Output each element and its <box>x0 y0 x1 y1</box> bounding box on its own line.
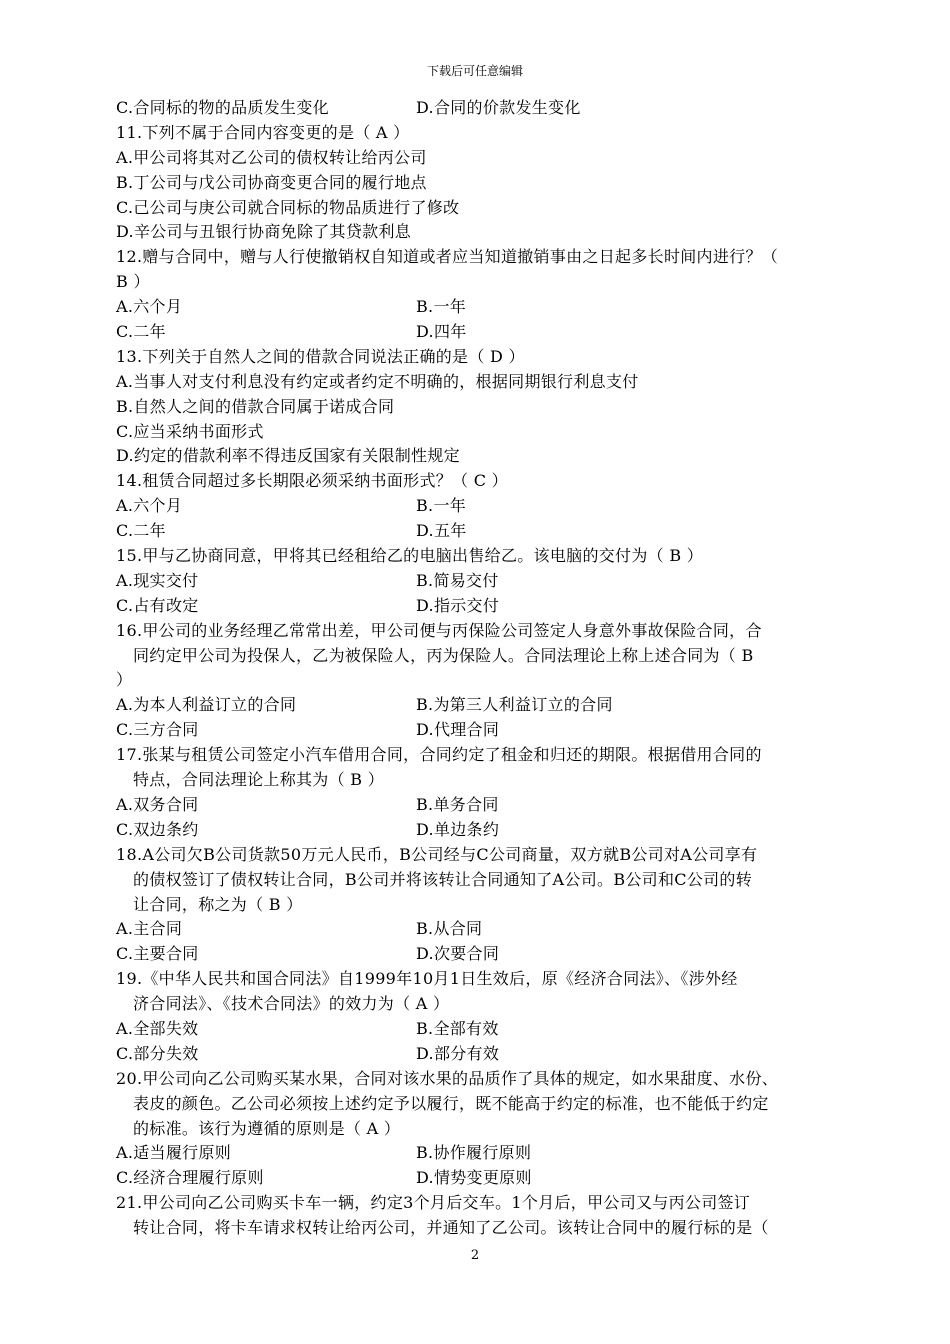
option-line: D.辛公司与丑银行协商免除了其贷款利息 <box>116 222 412 242</box>
option-row <box>116 1017 886 1042</box>
page-number: 2 <box>470 1248 480 1263</box>
option-right: D.代理合同 <box>416 720 500 740</box>
question-continuation: 让合同，称之为（ B ） <box>133 894 303 914</box>
question-line: 12.赠与合同中，赠与人行使撤销权自知道或者应当知道撤销事由之日起多长时间内进行？（ <box>116 247 779 267</box>
option-row <box>116 917 886 942</box>
option-right: B.协作履行原则 <box>416 1143 532 1163</box>
option-right: B.一年 <box>416 297 467 317</box>
option-row <box>116 1166 886 1191</box>
option-right: B.全部有效 <box>416 1018 499 1038</box>
question-continuation: 同约定甲公司为投保人，乙为被保险人，丙为保险人。合同法理论上称上述合同为（ B <box>133 645 754 665</box>
option-row <box>116 718 886 743</box>
option-row <box>116 594 886 619</box>
option-row <box>116 818 886 843</box>
page-header: 下载后可任意编辑 <box>426 64 523 78</box>
option-row <box>116 1042 886 1067</box>
option-line: A.甲公司将其对乙公司的债权转让给丙公司 <box>116 147 427 167</box>
question-continuation: 的标准。该行为遵循的原则是（ A ） <box>133 1118 401 1138</box>
option-left: C.三方合同 <box>116 720 199 740</box>
option-left: A.双务合同 <box>116 794 199 814</box>
option-row <box>116 519 886 544</box>
option-right: D.指示交付 <box>416 595 500 615</box>
question-line: 11.下列不属于合同内容变更的是（ A ） <box>116 122 410 142</box>
option-line: D.约定的借款利率不得违反国家有关限制性规定 <box>116 446 460 466</box>
option-left: A.适当履行原则 <box>116 1143 232 1163</box>
question-line: 18.A公司欠B公司货款50万元人民币，B公司经与C公司商量，双方就B公司对A公司享有 <box>116 844 758 864</box>
option-left: A.为本人利益订立的合同 <box>116 695 297 715</box>
question-line: 15.甲与乙协商同意，甲将其已经租给乙的电脑出售给乙。该电脑的交付为（ B ） <box>116 546 704 566</box>
option-left: C.经济合理履行原则 <box>116 1168 264 1188</box>
option-left: C.主要合同 <box>116 944 199 964</box>
option-line: B.自然人之间的借款合同属于诺成合同 <box>116 396 395 416</box>
option-row <box>116 96 886 121</box>
question-continuation: 的债权签订了债权转让合同，B公司并将该转让合同通知了A公司。B公司和C公司的转 <box>133 869 753 889</box>
option-line: B.丁公司与戊公司协商变更合同的履行地点 <box>116 172 427 192</box>
question-line: 19.《中华人民共和国合同法》自1999年10月1日生效后，原《经济合同法》、《涉外经 <box>116 969 738 989</box>
option-left: A.六个月 <box>116 496 183 516</box>
option-left: C.部分失效 <box>116 1043 199 1063</box>
option-left: C.二年 <box>116 322 166 342</box>
option-row <box>116 942 886 967</box>
question-continuation: 特点，合同法理论上称其为（ B ） <box>133 770 385 790</box>
option-row <box>116 569 886 594</box>
option-right: B.简易交付 <box>416 570 499 590</box>
question-line: ） <box>116 670 133 690</box>
question-continuation: 转让合同，将卡车请求权转让给丙公司，并通知了乙公司。该转让合同中的履行标的是（ <box>133 1218 769 1238</box>
option-right: D.五年 <box>416 521 467 541</box>
option-left: A.主合同 <box>116 919 183 939</box>
option-right: D.次要合同 <box>416 944 500 964</box>
option-left: C.合同标的物的品质发生变化 <box>116 98 329 117</box>
question-line: B ） <box>116 272 150 292</box>
option-right: D.单边条约 <box>416 819 500 839</box>
option-left: A.六个月 <box>116 297 183 317</box>
option-left: C.占有改定 <box>116 595 199 615</box>
option-line: C.己公司与庚公司就合同标的物品质进行了修改 <box>116 197 460 217</box>
question-continuation: 济合同法》、《技术合同法》的效力为（ A ） <box>133 994 450 1014</box>
option-left: C.二年 <box>116 521 166 541</box>
option-right: B.单务合同 <box>416 794 499 814</box>
question-line: 14.租赁合同超过多长期限必须采纳书面形式？（ C ） <box>116 471 508 491</box>
document-body <box>116 96 886 1241</box>
option-row <box>116 494 886 519</box>
option-left: A.全部失效 <box>116 1018 199 1038</box>
question-line: 17.张某与租赁公司签定小汽车借用合同，合同约定了租金和归还的期限。根据借用合同的 <box>116 745 762 765</box>
question-line: 16.甲公司的业务经理乙常常出差，甲公司便与丙保险公司签定人身意外事故保险合同，合 <box>116 620 762 640</box>
option-right: D.合同的价款发生变化 <box>416 98 581 117</box>
option-left: C.双边条约 <box>116 819 199 839</box>
option-line: A.当事人对支付利息没有约定或者约定不明确的，根据同期银行利息支付 <box>116 371 639 391</box>
option-line: C.应当采纳书面形式 <box>116 421 264 441</box>
option-left: A.现实交付 <box>116 570 199 590</box>
option-row <box>116 793 886 818</box>
option-row <box>116 1141 886 1166</box>
option-right: B.为第三人利益订立的合同 <box>416 695 613 715</box>
question-line: 21.甲公司向乙公司购买卡车一辆，约定3个月后交车。1个月后，甲公司又与丙公司签订 <box>116 1193 751 1213</box>
option-row <box>116 295 886 320</box>
option-right: D.部分有效 <box>416 1043 500 1063</box>
question-line: 20.甲公司向乙公司购买某水果，合同对该水果的品质作了具体的规定，如水果甜度、水份、 <box>116 1068 779 1088</box>
question-line: 13.下列关于自然人之间的借款合同说法正确的是（ D ） <box>116 346 525 366</box>
question-continuation: 表皮的颜色。乙公司必须按上述约定予以履行，既不能高于约定的标准，也不能低于约定 <box>133 1093 769 1113</box>
option-right: B.从合同 <box>416 919 483 939</box>
option-right: B.一年 <box>416 496 467 516</box>
option-row <box>116 693 886 718</box>
option-right: D.情势变更原则 <box>416 1168 532 1188</box>
option-right: D.四年 <box>416 322 467 342</box>
option-row <box>116 320 886 345</box>
